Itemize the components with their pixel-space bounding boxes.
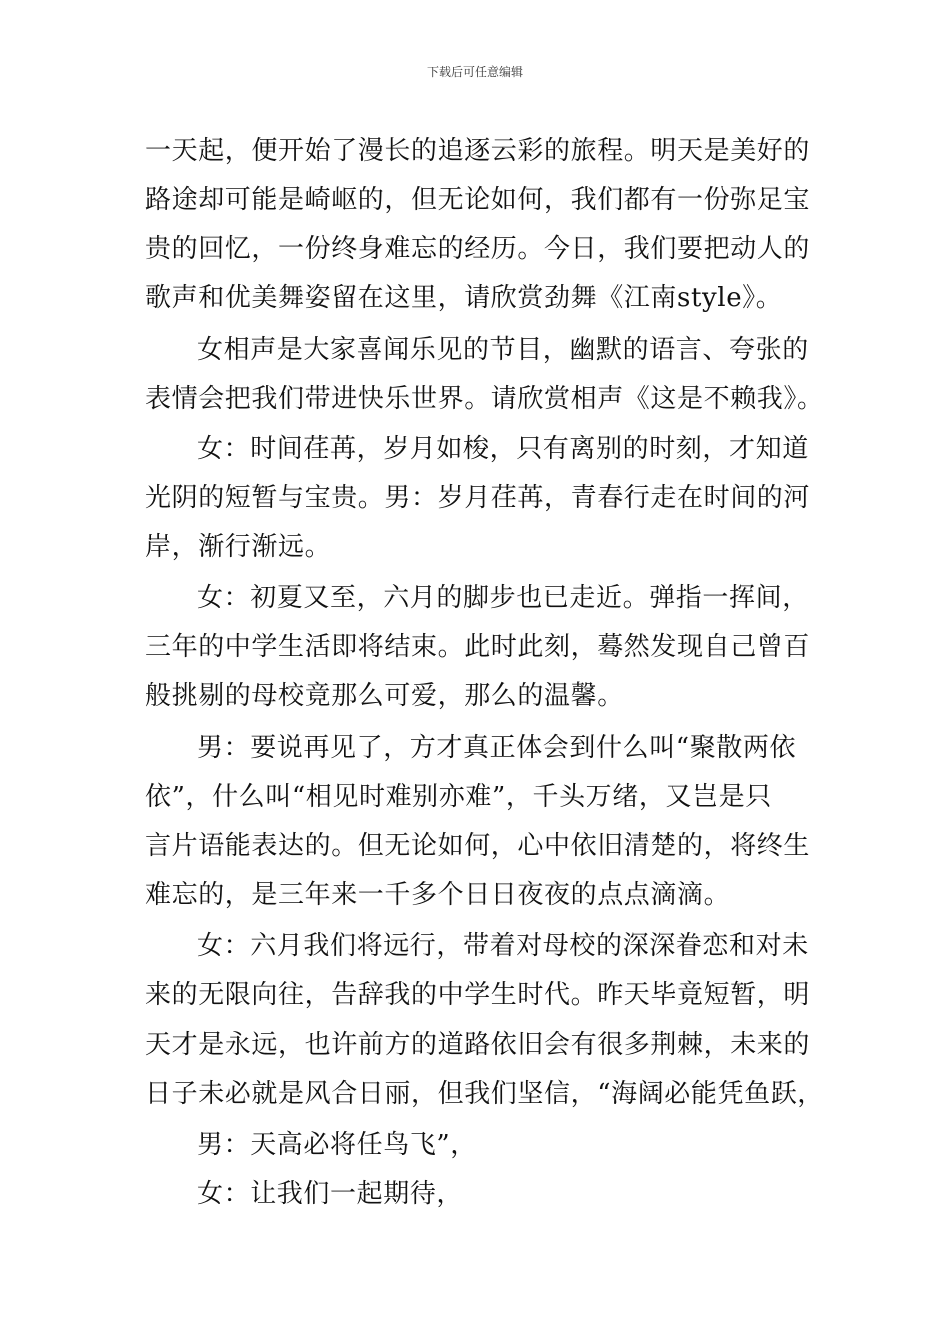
text-line: 日子未必就是风合日丽，但我们坚信，“海阔必能凭鱼跃，	[145, 1079, 824, 1109]
text-line: 表情会把我们带进快乐世界。请欣赏相声《这是不赖我》。	[145, 384, 824, 414]
text-line: 依”，什么叫“相见时难别亦难”，千头万绪，又岂是只	[145, 782, 772, 812]
text-line: 歌声和优美舞姿留在这里，请欣赏劲舞《江南style》。	[145, 283, 783, 313]
text-line: 路途却可能是崎岖的，但无论如何，我们都有一份弥足宝	[145, 185, 811, 215]
text-line: 般挑剔的母校竟那么可爱，那么的温馨。	[145, 681, 624, 711]
page-header: 下载后可任意编辑	[426, 65, 523, 79]
text-line: 女相声是大家喜闻乐见的节目，幽默的语言、夸张的	[197, 335, 809, 365]
text-line: 言片语能表达的。但无论如何，心中依旧清楚的，将终生	[145, 831, 811, 861]
text-line: 三年的中学生活即将结束。此时此刻，蓦然发现自己曾百	[145, 632, 811, 662]
text-line: 女：六月我们将远行，带着对母校的深深眷恋和对未	[197, 931, 809, 961]
text-line: 女：时间荏苒，岁月如梭，只有离别的时刻，才知道	[197, 434, 809, 464]
text-line: 岸，渐行渐远。	[145, 532, 332, 562]
text-line: 光阴的短暂与宝贵。男：岁月荏苒，青春行走在时间的河	[145, 483, 811, 513]
text-line: 一天起，便开始了漫长的追逐云彩的旅程。明天是美好的	[145, 136, 811, 166]
text-line: 难忘的，是三年来一千多个日日夜夜的点点滴滴。	[145, 880, 731, 910]
text-line: 男：天高必将任鸟飞”，	[197, 1130, 477, 1160]
text-line: 贵的回忆，一份终身难忘的经历。今日，我们要把动人的	[145, 234, 811, 264]
text-line: 来的无限向往，告辞我的中学生时代。昨天毕竟短暂，明	[145, 980, 811, 1010]
text-line: 天才是永远，也许前方的道路依旧会有很多荆棘，未来的	[145, 1030, 811, 1060]
text-line: 女：让我们一起期待，	[197, 1179, 464, 1209]
text-line: 男：要说再见了，方才真正体会到什么叫“聚散两依	[197, 733, 797, 763]
text-line: 女：初夏又至，六月的脚步也已走近。弹指一挥间，	[197, 583, 809, 613]
